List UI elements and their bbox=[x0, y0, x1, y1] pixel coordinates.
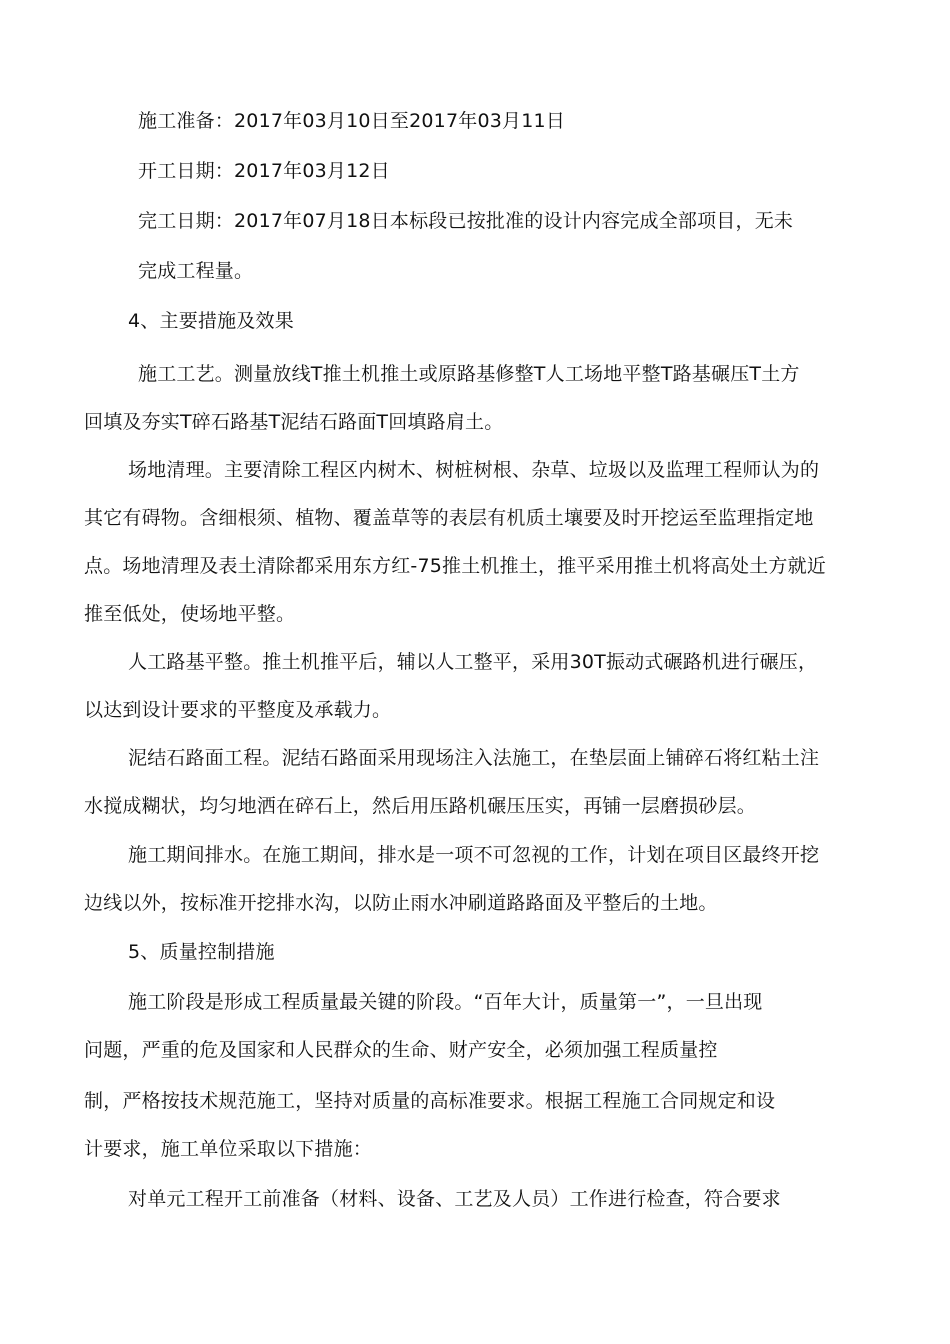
text-line: 推至低处，使场地平整。 bbox=[84, 603, 296, 625]
text-line: 对单元工程开工前准备（材料、设备、工艺及人员）工作进行检查，符合要求 bbox=[128, 1188, 781, 1210]
text-line: 点。场地清理及表土清除都采用东方红-75推土机推土，推平采用推土机将高处土方就近 bbox=[84, 555, 827, 577]
text-line: 水搅成糊状，均匀地洒在碎石上，然后用压路机碾压压实，再铺一层磨损砂层。 bbox=[84, 795, 757, 817]
text-line: 制，严格按技术规范施工，坚持对质量的高标准要求。根据工程施工合同规定和设 bbox=[84, 1090, 776, 1112]
section-heading: 5、质量控制措施 bbox=[128, 941, 275, 963]
section-heading: 4、主要措施及效果 bbox=[128, 310, 294, 332]
text-line: 施工工艺。测量放线T推土机推土或原路基修整T人工场地平整T路基碾压T土方 bbox=[138, 363, 800, 385]
text-line: 开工日期：2017年03月12日 bbox=[138, 160, 390, 182]
text-line: 计要求，施工单位采取以下措施： bbox=[84, 1138, 373, 1160]
text-line: 其它有碍物。含细根须、植物、覆盖草等的表层有机质土壤要及时开挖运至监理指定地 bbox=[84, 507, 814, 529]
text-line: 施工阶段是形成工程质量最关键的阶段。“百年大计，质量第一”，一旦出现 bbox=[128, 991, 763, 1013]
text-line: 泥结石路面工程。泥结石路面采用现场注入法施工，在垫层面上铺碎石将红粘土注 bbox=[128, 747, 820, 769]
text-line: 人工路基平整。推土机推平后，辅以人工整平，采用30T振动式碾路机进行碾压， bbox=[128, 651, 818, 673]
text-line: 问题，严重的危及国家和人民群众的生命、财产安全，必须加强工程质量控 bbox=[84, 1039, 718, 1061]
text-line: 场地清理。主要清除工程区内树木、树桩树根、杂草、垃圾以及监理工程师认为的 bbox=[128, 459, 820, 481]
text-line: 以达到设计要求的平整度及承载力。 bbox=[84, 699, 392, 721]
text-line: 施工准备：2017年03月10日至2017年03月11日 bbox=[138, 110, 566, 132]
text-line: 完成工程量。 bbox=[138, 260, 254, 282]
text-line: 完工日期：2017年07月18日本标段已按批准的设计内容完成全部项目，无未 bbox=[138, 210, 794, 232]
text-line: 回填及夯实T碎石路基T泥结石路面T回填路肩土。 bbox=[84, 411, 504, 433]
text-line: 施工期间排水。在施工期间，排水是一项不可忽视的工作，计划在项目区最终开挖 bbox=[128, 844, 820, 866]
text-line: 边线以外，按标准开挖排水沟，以防止雨水冲刷道路路面及平整后的土地。 bbox=[84, 892, 718, 914]
